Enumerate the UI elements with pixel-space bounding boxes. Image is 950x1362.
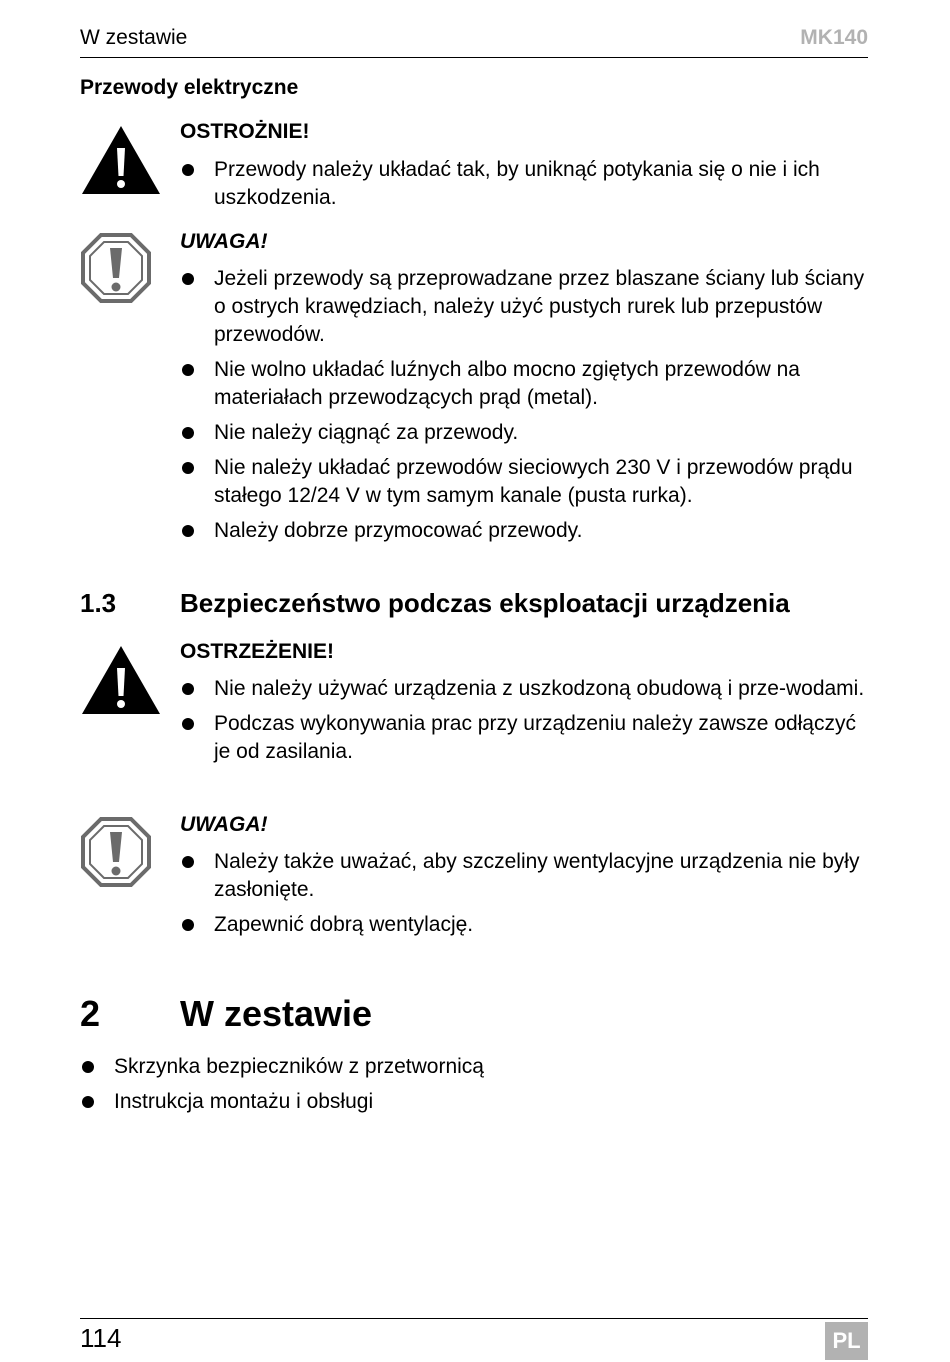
notice-list xyxy=(180,848,870,946)
bullet-icon xyxy=(182,427,194,439)
notice-label: UWAGA! xyxy=(180,230,268,253)
bullet-icon xyxy=(182,164,194,176)
warning-triangle-icon xyxy=(80,644,162,716)
list-item: Instrukcja montażu i obsługi xyxy=(80,1088,870,1116)
list-item: Należy dobrze przymocować przewody. xyxy=(180,517,870,545)
bullet-icon xyxy=(182,919,194,931)
page-number: 114 xyxy=(80,1323,122,1353)
warning-list xyxy=(180,675,870,773)
section-title: Bezpieczeństwo podczas eksploatacji urządzenia xyxy=(180,588,790,618)
list-item: Zapewnić dobrą wentylację. xyxy=(180,911,870,939)
list-item: Przewody należy układać tak, by uniknąć potykania się o nie i ich uszkodzenia. xyxy=(180,156,870,212)
bullet-icon xyxy=(82,1096,94,1108)
page-header xyxy=(80,24,868,58)
header-section-title: W zestawie xyxy=(80,26,188,49)
notice-label: UWAGA! xyxy=(180,813,268,836)
bullet-icon xyxy=(182,856,194,868)
list-item: Nie należy używać urządzenia z uszkodzoną obudową i prze-wodami. xyxy=(180,675,870,703)
warning-label: OSTRZEŻENIE! xyxy=(180,640,335,663)
chapter-title: W zestawie xyxy=(180,993,373,1034)
bullet-icon xyxy=(182,364,194,376)
list-item: Skrzynka bezpieczników z przetwornicą xyxy=(80,1053,870,1081)
bullet-icon xyxy=(182,525,194,537)
list-item: Nie należy układać przewodów sieciowych 230 V i przewodów prądu stałego 12/24 V w tym samym kanale (pusta rurka). xyxy=(180,454,870,510)
notice-octagon-icon xyxy=(80,816,152,888)
notice-octagon-icon xyxy=(80,232,152,304)
list-item: Nie wolno układać luźnych albo mocno zgiętych przewodów na materiałach przewodzących prąd (metal). xyxy=(180,356,870,412)
list-item: Podczas wykonywania prac przy urządzeniu należy zawsze odłączyć je od zasilania. xyxy=(180,710,870,766)
section-number: 1.3 xyxy=(80,588,117,618)
bullet-icon xyxy=(182,273,194,285)
scope-of-delivery-list xyxy=(80,1053,870,1123)
bullet-icon xyxy=(182,683,194,695)
cables-heading: Przewody elektryczne xyxy=(80,76,299,99)
caution-list xyxy=(180,156,870,219)
list-item: Jeżeli przewody są przeprowadzane przez blaszane ściany lub ściany o ostrych krawędziach, należy użyć pustych rurek lub przepustów przewodów. xyxy=(180,265,870,349)
bullet-icon xyxy=(182,718,194,730)
bullet-icon xyxy=(82,1061,94,1073)
warning-triangle-icon xyxy=(80,124,162,196)
notice-list xyxy=(180,265,870,552)
caution-label: OSTROŻNIE! xyxy=(180,120,310,143)
list-item: Należy także uważać, aby szczeliny wentylacyjne urządzenia nie były zasłonięte. xyxy=(180,848,870,904)
chapter-number: 2 xyxy=(80,993,101,1034)
list-item: Nie należy ciągnąć za przewody. xyxy=(180,419,870,447)
header-model: MK140 xyxy=(800,26,868,49)
bullet-icon xyxy=(182,462,194,474)
language-badge: PL xyxy=(825,1322,868,1360)
footer-divider xyxy=(80,1318,868,1319)
